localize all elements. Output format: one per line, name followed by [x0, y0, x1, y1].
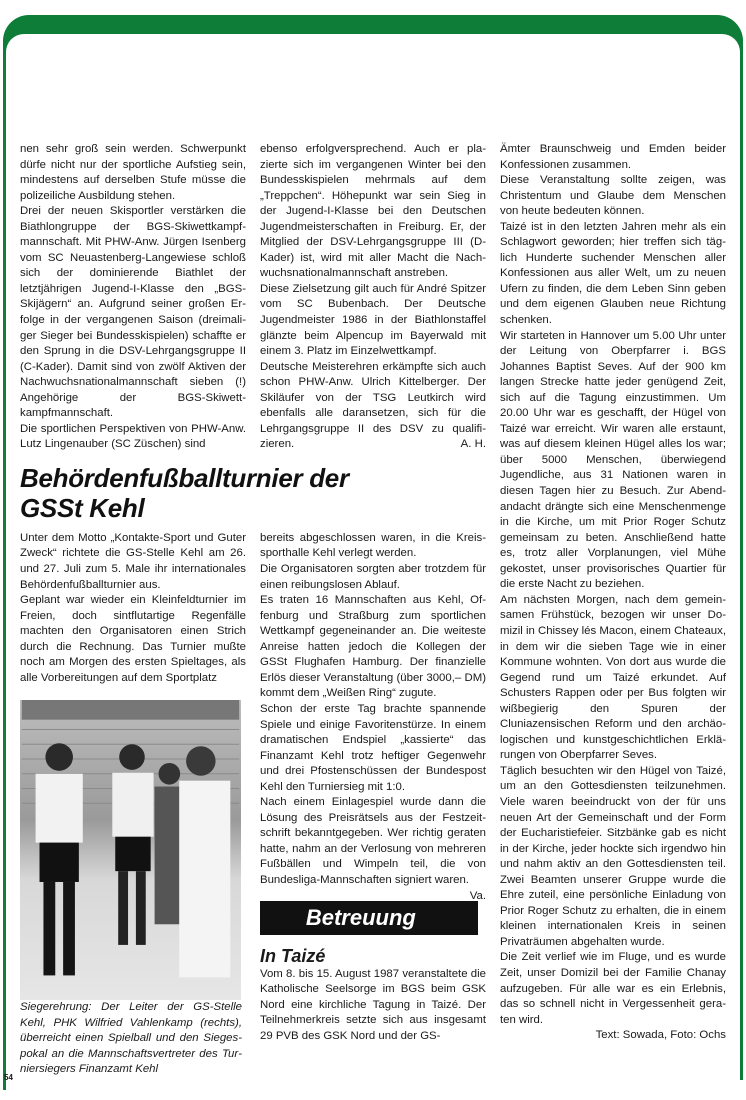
paragraph: Wir starteten in Hannover um 5.00 Uhr unter der Leitung von Oberpfarrer i. BGS Johannes Baptist Seves. Auf der 900 km langen Strecke hatte jeder genügend Zeit, sich auf die Tagung einzustimmen. Um 20.00 Uhr war es geschafft, der Hügel von Taizé war erreicht. Wir waren alle erstaunt, was auf diesem kleinen Hügel alles los war; über 5000 Menschen, überwiegend Jugendliche, aus 31 Nationen waren in diesen Tagen hier zu Besuch. Zur Abendandacht drängte sich eine Menschenmenge in die Kirche, um mit Prior Roger Schutz gemeinsam zu beten. Anschließend hatte es, trotz aller Vorplanungen, viel Mühe gekostet, unser provisorisches Quartier für die erste Nacht zu beziehen. [500, 329, 726, 591]
paragraph: Nach einem Einlagespiel wurde dann die Lösung des Preisrätsels aus der Festzeitschrift bekanntgegeben. Wer richtig geraten hatte, nahm an der Verlosung von mehreren Fußbällen und Wimpeln teil, die von Bundesliga-Mannschaften signiert waren. [260, 796, 486, 886]
green-frame-right [740, 40, 743, 1080]
paragraph: ebenso erfolgversprechend. Auch er plazierte sich im vergangenen Winter bei den Bundesskispielen mehrmals auf dem „Treppchen“. Höhepunkt war sein Sieg in der Jugend-I-Klasse bei den Deutschen Jugendmeisterschaften in Freiburg. Er, der Mitglied der DSV-Lehrgangsgruppe III (D-Kader) ist, wird mit aller Macht die Nachwuchsnationalmannschaft anstreben. [260, 143, 486, 280]
paragraph: Die sportlichen Perspektiven von PHW-Anw. Lutz Lingenauber (SC Züschen) sind [20, 422, 246, 451]
page-number: 54 [4, 1073, 13, 1082]
award-photo [20, 700, 241, 1000]
paragraph-with-signature [260, 360, 486, 453]
paragraph: Ämter Braunschweig und Emden beider Konfessionen zusammen. [500, 143, 726, 171]
paragraph: Deutsche Meisterehren erkämpfte sich auch schon PHW-Anw. Ulrich Kittelberger. Der Skiläufer von der TSG Leutkirch wird ebenfalls alle daransetzen, sich für die Lehrgangsgruppe II des DSV zu qualifizieren. [260, 360, 486, 451]
paragraph: Diese Veranstaltung sollte zeigen, was Christentum und Glaube dem Menschen von heute bedeuten können. [500, 174, 726, 218]
green-frame-left [3, 40, 6, 1090]
photo-illustration [20, 700, 241, 1000]
paragraph: Diese Zielsetzung gilt auch für André Spitzer vom SC Bubenbach. Der Deutsche Jugendmeister 1986 in der Biathlonstaffel glänzte beim Alpencup im Bayerwald mit einem 3. Platz im Einzelwettkampf. [260, 282, 486, 358]
lower-columns [20, 531, 486, 1078]
upper-columns [20, 142, 486, 453]
paragraph: Vom 8. bis 15. August 1987 veranstaltete die Katholische Seelsorge im BGS beim GSK Nord eine kirchliche Tagung in Taizé. Der Teilnehmerkreis setzte sich aus insgesamt 29 PVB des GSK Nord und der GS- [260, 967, 486, 1042]
article-headline: Behördenfußballturnier der GSSt Kehl [20, 462, 349, 523]
paragraph: nen sehr groß sein werden. Schwerpunkt dürfe nicht nur der sportliche Aufstieg sein, mindestens auf derselben Stufe müsse die polizeiliche Ausbildung stehen. [20, 143, 246, 202]
article-subheading: In Taizé [260, 945, 326, 966]
paragraph: Geplant war wieder ein Kleinfeldturnier im Freien, doch sintflutartige Regenfälle machten den Organisatoren einen Strich durch die Rechnung. Das Turnier mußte noch am Morgen des ersten Spieltages, als alle Vorbereitungen auf dem Sportplatz [20, 594, 246, 684]
paragraph-with-signature [260, 795, 486, 902]
upper-column-2 [260, 142, 486, 453]
upper-column-1 [20, 142, 246, 453]
section-heading-betreuung: Betreuung [260, 901, 478, 935]
paragraph: bereits abgeschlossen waren, in die Kreissporthalle Kehl verlegt werden. [260, 531, 486, 560]
betreuung-column-3 [500, 142, 726, 1044]
paragraph: Die Organisatoren sorgten aber trotzdem für einen reibungslosen Ablauf. [260, 563, 486, 591]
paragraph: Taizé ist in den letzten Jahren mehr als ein Schlagwort geworden; hier treffen sich täglich Hunderte suchender Menschen aller Konfessionen aus aller Welt, um zu neuen Ufern zu finden, die dem Leben Sinn geben und dem eigenen Glauben neue Richtung schenken. [500, 220, 726, 327]
paragraph: Schon der erste Tag brachte spannende Spiele und einige Favoritenstürze. In einem dramatischen Endspiel „kassierte“ das Finanzamt Kehl trotz heftiger Gegenwehr und drei Pfostenschüssen der Bundespost Kehl den Turniersieg mit 1:0. [260, 702, 486, 793]
paragraph: Täglich besuchten wir den Hügel von Taizé, um an den Gottesdiensten teilzunehmen. Viele waren beeindruckt von der für uns neuen Art der Gemeinschaft und der Form der Eucharistiefeier. Sitzbänke gab es nicht in der Kirche, jeder hockte sich irgendwo hin und nahm aktiv an den Gottesdiensten teil. Zwei Beamten unserer Gruppe wurde die Ehre zuteil, eine persönliche Einladung von Prior Roger Schutz zu erhalten, die in einem kleinen internationalen Kreis in seinen Privaträumen abgehalten wurde. [500, 764, 726, 948]
article-column-2 [260, 531, 486, 1044]
photo-credit: Text: Sowada, Foto: Ochs [595, 1029, 726, 1042]
article-column-1 [20, 531, 246, 1078]
paragraph: Unter dem Motto „Kontakte-Sport und Guter Zweck“ richtete die GS-Stelle Kehl am 26. und 27. Juli zum 5. Male ihr internationales Behördenfußballturnier aus. [20, 531, 246, 591]
paragraph: Am nächsten Morgen, nach dem gemeinsamen Frühstück, bezogen wir unser Domizil in Chissey lés Macon, einem Chateaux, in dem wir die sieben Tage wie in einer Kommune wohnten. Von dort aus wurde die Gegend rund um Taizé erkundet. Auf Schusters Rappen oder per Bus folgten wir wißbegierig den Spuren der Cluniazensischen Reform und den archäologischen und kunstgeschichtlichen Erklärungen von Oberpfarrer Seves. [500, 593, 727, 762]
left-content-area [20, 142, 486, 1078]
paragraph: Es traten 16 Mannschaften aus Kehl, Offenburg und Straßburg zum sportlichen Wettkampf gegeneinander an. Die weiteste Anreise hatten jedoch die Kollegen der GSSt Flughafen Hamburg. Der finanzielle Erlös dieser Veranstaltung (über 3000,– DM) kommt dem „Weißen Ring“ zugute. [260, 594, 486, 700]
signature: Va. [469, 889, 486, 902]
signature: A. H. [460, 438, 486, 451]
paragraph: Die Zeit verlief wie im Fluge, und es wurde Zeit, unser Domizil bei der Familie Chanay aufzugeben. Für alle war es ein Erlebnis, das so schnell nicht in Vergessenheit geraten wird. [500, 951, 726, 1026]
photo-caption: Siegerehrung: Der Leiter der GS-Stelle Kehl, PHK Wilfried Vahlenkamp (rechts), überreicht einen Spielball und den Siegespokal an die Mannschaftsvertreter des Turniersiegers Finanzamt Kehl [20, 1001, 242, 1076]
paragraph: Drei der neuen Skisportler verstärken die Biathlongruppe der BGS-Skiwettkampfmannschaft. Mit PHW-Anw. Jürgen Isenberg vom SC Neuastenberg-Langewiese schloß sich der dominierende Biathlet der letztjährigen Jugend-I-Klasse den „BGS-Skijägern“ an. Aufgrund seiner großen Erfolge in der vergangenen Saison (dreimaliger Sieger bei Bundesskispielen) schaffte er den Sprung in die DSV-Lehrgangsgruppe II (C-Kader). Damit sind von zwölf Aktiven der Nachwuchsnationalmannschaft sieben (!) Angehörige der BGS-Skiwettkampfmannschaft. [20, 205, 246, 420]
